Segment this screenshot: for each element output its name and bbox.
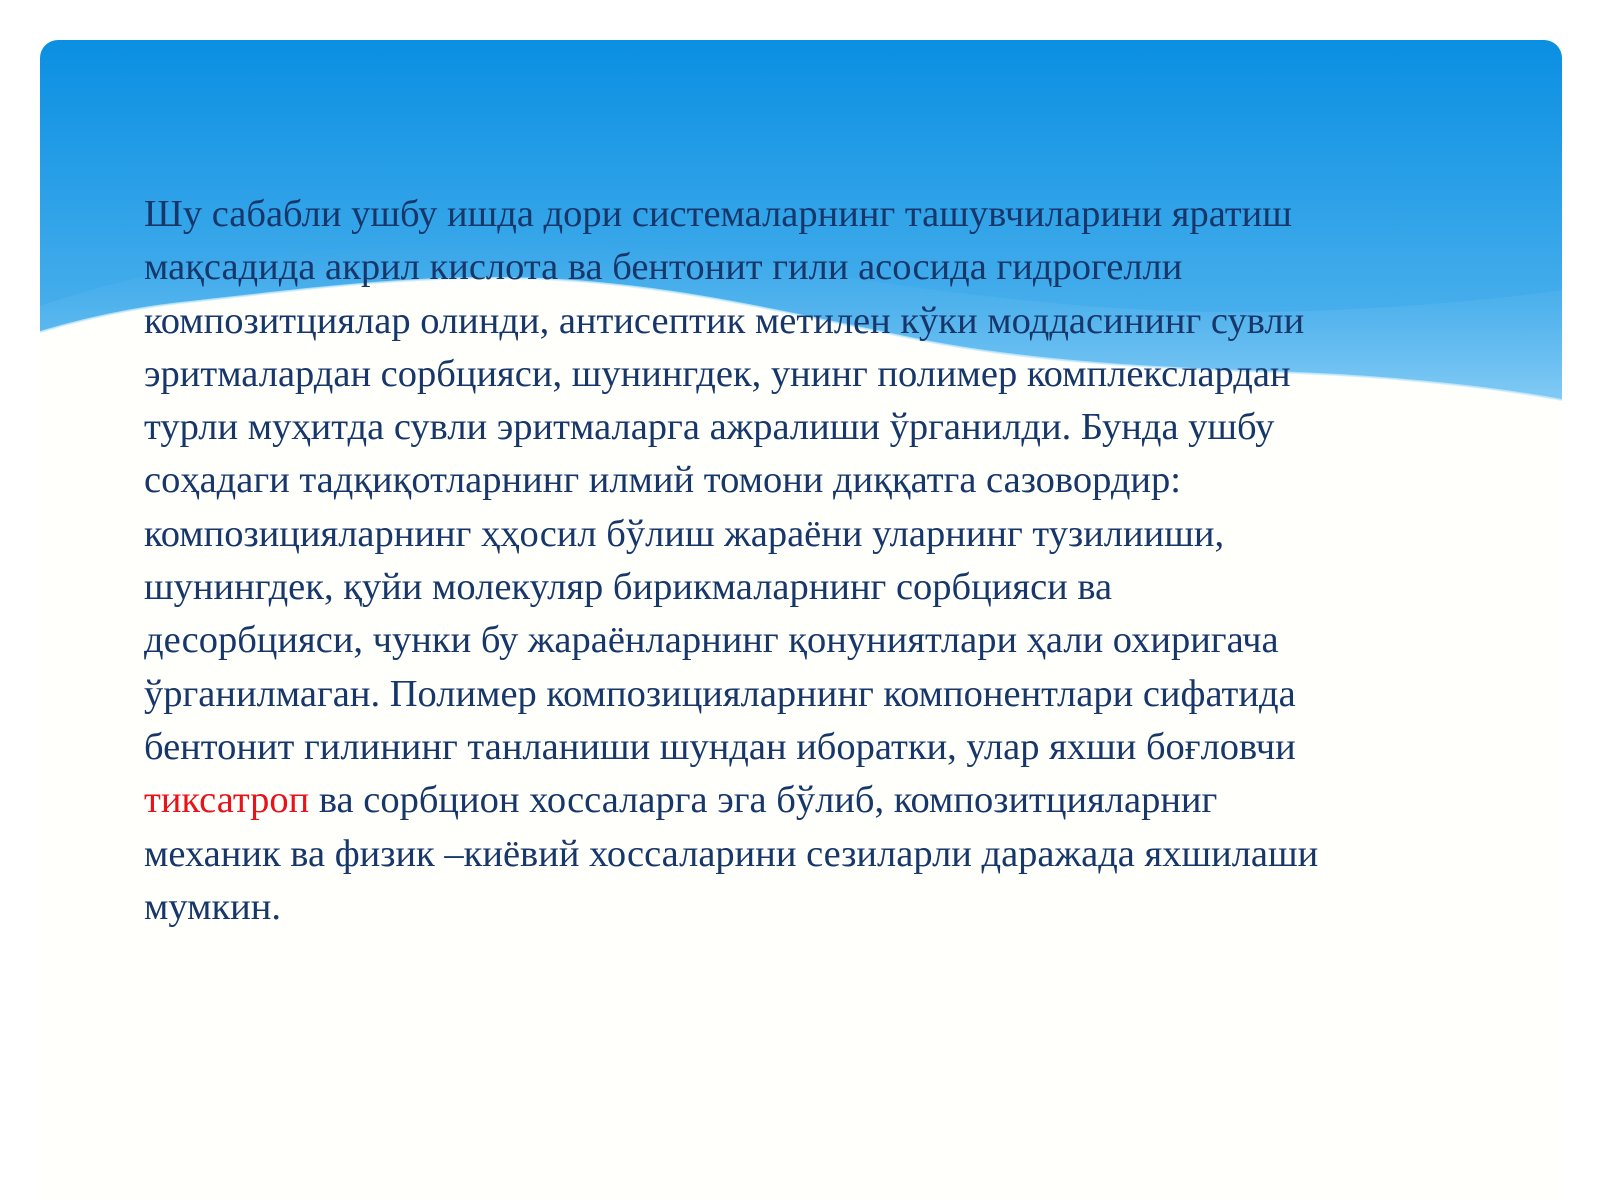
slide-body-text — [144, 188, 1524, 934]
body-text-part-2: ва сорбцион хоссаларга эга бўлиб, композитцияларниг механик ва физик –киёвий хоссаларини сезиларли даражада яхшилаши мумкин. — [144, 779, 1319, 928]
body-text-part-1: Шу сабабли ушбу ишда дори системаларнинг ташувчиларини яратиш мақсадида акрил кислота ва бентонит гили асосида гидрогелли композитциялар олинди, антисептик метилен кўки моддасининг сувли эритмалардан сорбцияси, шунингдек, унинг полимер комплекслардан турли муҳитда сувли эритмаларга ажралиши ўрганилди. Бунда ушбу соҳадаги тадқиқотларнинг илмий томони диққатга сазовордир: композицияларнинг ҳҳосил бўлиш жараёни уларнинг тузилииши, шунингдек, қуйи молекуляр бирикмаларнинг сорбцияси ва десорбцияси, чунки бу жараёнларнинг қонуниятлари ҳали охиригача ўрганилмаган. Полимер композицияларнинг компонентлари сифатида бентонит гилининг танланиши шундан иборатки, улар яхши боғловчи — [144, 193, 1305, 768]
highlighted-term: тиксатроп — [144, 779, 310, 822]
